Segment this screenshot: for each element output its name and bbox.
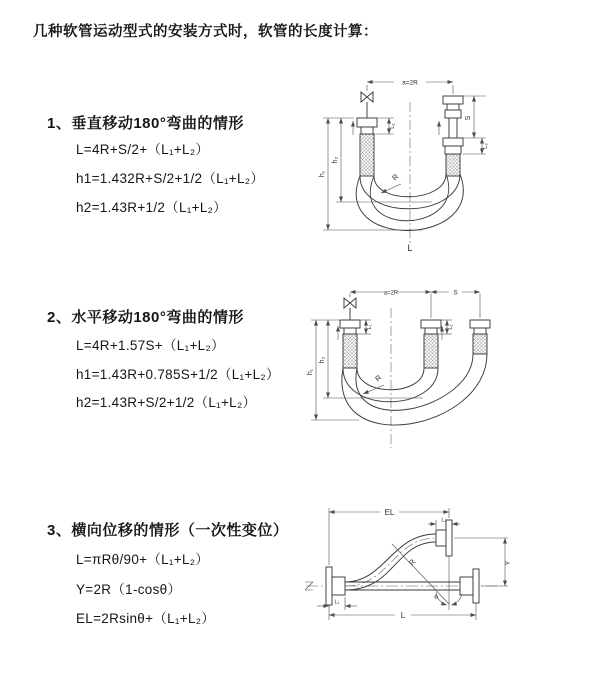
- dim-label-h2: h₂: [319, 356, 326, 364]
- dim-label-h1: h₁: [307, 368, 314, 376]
- radius-label: R: [373, 372, 384, 384]
- dim-label-s: S: [453, 289, 458, 297]
- section-1-formula-2: h1=1.432R+S/2+1/2（L₁+L₂）: [76, 171, 265, 186]
- section-2-heading: 2、水平移动180°弯曲的情形: [47, 309, 244, 326]
- dim-label-l1: L₁: [390, 123, 396, 129]
- dim-label-l2: L₂: [483, 143, 489, 149]
- dim-label-el: EL: [384, 508, 395, 517]
- dim-label-l2: L₂: [441, 517, 447, 524]
- valve-icon: [361, 92, 373, 118]
- hose-braid: [343, 334, 487, 368]
- page-title: 几种软管运动型式的安装方式时，软管的长度计算：: [33, 24, 378, 40]
- dimension-lines: [311, 289, 480, 420]
- radius-label: R: [407, 557, 418, 568]
- dim-label-h2: h₂: [332, 156, 339, 164]
- section-2-formula-3: h2=1.43R+S/2+1/2（L₁+L₂）: [76, 395, 257, 410]
- diagram-vertical-bend: [310, 72, 590, 257]
- dim-label-y: Y: [505, 560, 512, 566]
- section-1-heading: 1、垂直移动180°弯曲的情形: [47, 115, 244, 132]
- dim-label-a2r: a=2R: [402, 79, 418, 87]
- dim-label-l1: L₁: [367, 324, 373, 330]
- dim-label-a2r: a=2R: [383, 290, 399, 297]
- section-2-formula-1: L=4R+1.57S+（L₁+L₂）: [76, 338, 225, 353]
- valve-icon: [344, 298, 356, 320]
- dim-label-l1: L₁: [334, 599, 340, 606]
- section-1-formula-3: h2=1.43R+1/2（L₁+L₂）: [76, 200, 227, 215]
- length-label: L: [407, 243, 413, 253]
- hose-loops: [342, 354, 487, 425]
- length-label: L: [400, 611, 406, 620]
- section-1-formula-1: L=4R+S/2+（L₁+L₂）: [76, 142, 210, 157]
- dim-label-s: S: [465, 115, 472, 121]
- dim-label-l2: L₂: [448, 324, 454, 330]
- flanges: [326, 517, 479, 605]
- pipe-fittings: [340, 320, 490, 334]
- angle-label: θ: [434, 594, 438, 601]
- radius-label: R: [390, 171, 401, 183]
- section-3-heading: 3、横向位移的情形（一次性变位）: [47, 522, 289, 539]
- section-3-formula-2: Y=2R（1-cosθ）: [76, 582, 182, 597]
- section-3-formula-3: EL=2Rsinθ+（L₁+L₂）: [76, 611, 216, 626]
- section-3-formula-1: L=πRθ/90+（L₁+L₂）: [76, 552, 210, 567]
- dim-label-h1: h₁: [319, 170, 326, 178]
- diagram-horizontal-bend: [303, 280, 593, 470]
- section-2-formula-2: h1=1.43R+0.785S+1/2（L₁+L₂）: [76, 367, 280, 382]
- diagram-lateral-displacement: [300, 498, 590, 653]
